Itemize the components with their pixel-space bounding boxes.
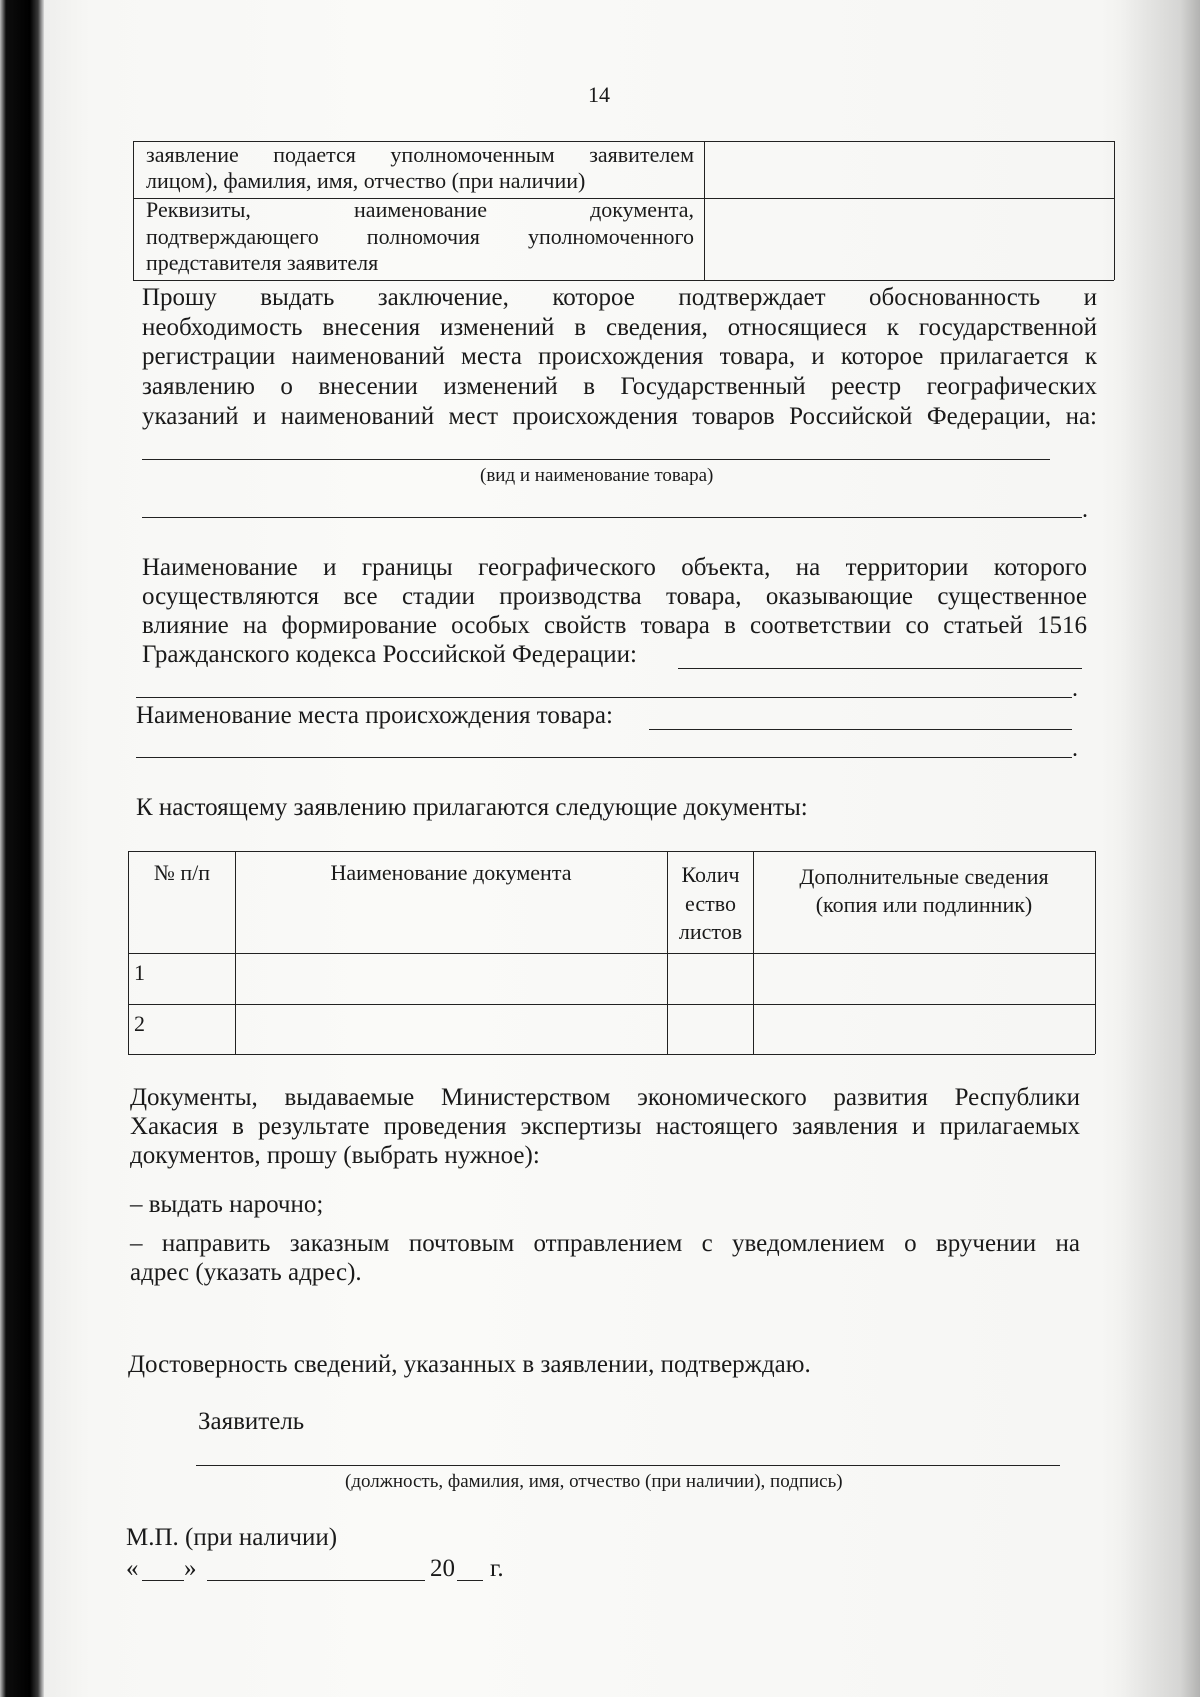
row-extra-cell[interactable]	[756, 1006, 1093, 1052]
table-border-col	[667, 851, 668, 1054]
table-border-bottom	[133, 280, 1114, 281]
date-close-quote: »	[184, 1555, 197, 1582]
option-deliver-by-hand[interactable]: – выдать нарочно;	[130, 1191, 324, 1218]
date-year-prefix: 20	[430, 1555, 455, 1582]
confirmation-statement: Достоверность сведений, указанных в заявлении, подтверждаю.	[128, 1351, 811, 1378]
table-cell-value[interactable]	[708, 143, 1110, 196]
table-cell-label: подтверждающего полномочия уполномоченного	[146, 224, 694, 249]
row-count-cell[interactable]	[670, 1006, 751, 1052]
paragraph-line: влияние на формирование особых свойств товара в соответствии со статьей 1516	[142, 612, 1087, 639]
column-header-number: № п/п	[153, 860, 211, 885]
table-cell-label: лицом), фамилия, имя, отчество (при наличии)	[146, 168, 586, 193]
table-cell-label: заявление подается уполномоченным заявителем	[146, 142, 694, 167]
geo-fill-line[interactable]	[678, 668, 1082, 669]
table-border-right	[1114, 141, 1115, 280]
goods-caption: (вид и наименование товара)	[480, 465, 714, 486]
date-year-suffix: г.	[490, 1555, 504, 1582]
header-line: Дополнительные сведения	[799, 864, 1049, 889]
origin-name-label: Наименование места происхождения товара:	[136, 702, 613, 729]
line-end-dot: .	[1082, 497, 1088, 523]
paragraph-line: необходимость внесения изменений в сведения, относящиеся к государственной	[142, 314, 1097, 341]
paragraph-line: осуществляются все стадии производства товара, оказывающие существенное	[142, 583, 1087, 610]
paragraph-line: Хакасия в результате проведения экспертизы настоящего заявления и прилагаемых	[130, 1113, 1080, 1140]
table-border-divider	[704, 141, 705, 280]
line-end-dot: .	[1072, 736, 1078, 762]
row-extra-cell[interactable]	[756, 955, 1093, 1002]
column-header-name: Наименование документа	[330, 860, 572, 885]
stamp-label: М.П. (при наличии)	[126, 1524, 338, 1551]
row-name-cell[interactable]	[238, 955, 665, 1002]
applicant-caption: (должность, фамилия, имя, отчество (при наличии), подпись)	[345, 1471, 843, 1492]
paragraph-line: Документы, выдаваемые Министерством экономического развития Республики	[130, 1084, 1080, 1111]
paragraph-line: документов, прошу (выбрать нужное):	[130, 1142, 540, 1169]
table-cell-value[interactable]	[708, 200, 1110, 278]
date-month-field[interactable]	[207, 1580, 425, 1581]
paragraph-line: Гражданского кодекса Российской Федерации:	[142, 641, 638, 668]
header-line: ество	[685, 891, 736, 916]
table-border-left	[128, 851, 129, 1054]
goods-fill-line[interactable]	[142, 459, 1050, 460]
table-border-row	[128, 1004, 1095, 1005]
applicant-signature-line[interactable]	[196, 1465, 1060, 1466]
option-line: адрес (указать адрес).	[130, 1259, 362, 1286]
row-number: 2	[134, 1011, 145, 1036]
table-border-top	[128, 851, 1095, 852]
binding-shadow	[0, 0, 44, 1697]
header-line: Колич	[681, 862, 740, 887]
page-number: 14	[588, 82, 610, 107]
date-year-field[interactable]	[457, 1580, 483, 1581]
goods-fill-line-2[interactable]	[142, 517, 1082, 518]
table-border-bottom	[128, 1054, 1095, 1055]
paragraph-line: Прошу выдать заключение, которое подтверждает обоснованность и	[142, 284, 1097, 311]
option-line: – направить заказным почтовым отправлением с уведомлением о вручении на	[130, 1230, 1080, 1257]
applicant-label: Заявитель	[198, 1408, 305, 1435]
origin-fill-line-2[interactable]	[136, 757, 1072, 758]
paragraph-line: заявлению о внесении изменений в Государственный реестр географических	[142, 373, 1097, 400]
row-count-cell[interactable]	[670, 955, 751, 1002]
paragraph-line: регистрации наименований места происхождения товара, и которое прилагается к	[142, 343, 1097, 370]
header-line: листов	[678, 919, 743, 944]
table-border-header	[128, 953, 1095, 954]
table-border-col	[235, 851, 236, 1054]
table-border-col	[753, 851, 754, 1054]
paragraph-line: Наименование и границы географического объекта, на территории которого	[142, 554, 1087, 581]
page-edge-shadow	[1120, 0, 1200, 1697]
header-line: (копия или подлинник)	[815, 892, 1033, 917]
origin-fill-line[interactable]	[649, 729, 1072, 730]
row-number: 1	[134, 960, 145, 985]
date-open-quote: «	[126, 1555, 139, 1582]
line-end-dot: .	[1072, 676, 1078, 702]
geo-fill-line-2[interactable]	[136, 697, 1072, 698]
table-cell-label: представителя заявителя	[146, 250, 379, 275]
date-day-field[interactable]	[142, 1580, 184, 1581]
paragraph-line: указаний и наименований мест происхождения товаров Российской Федерации, на:	[142, 403, 1097, 430]
attachments-intro: К настоящему заявлению прилагаются следующие документы:	[136, 794, 808, 821]
table-cell-label: Реквизиты, наименование документа,	[146, 197, 694, 222]
table-border-left	[133, 141, 134, 280]
row-name-cell[interactable]	[238, 1006, 665, 1052]
table-border-right	[1095, 851, 1096, 1054]
